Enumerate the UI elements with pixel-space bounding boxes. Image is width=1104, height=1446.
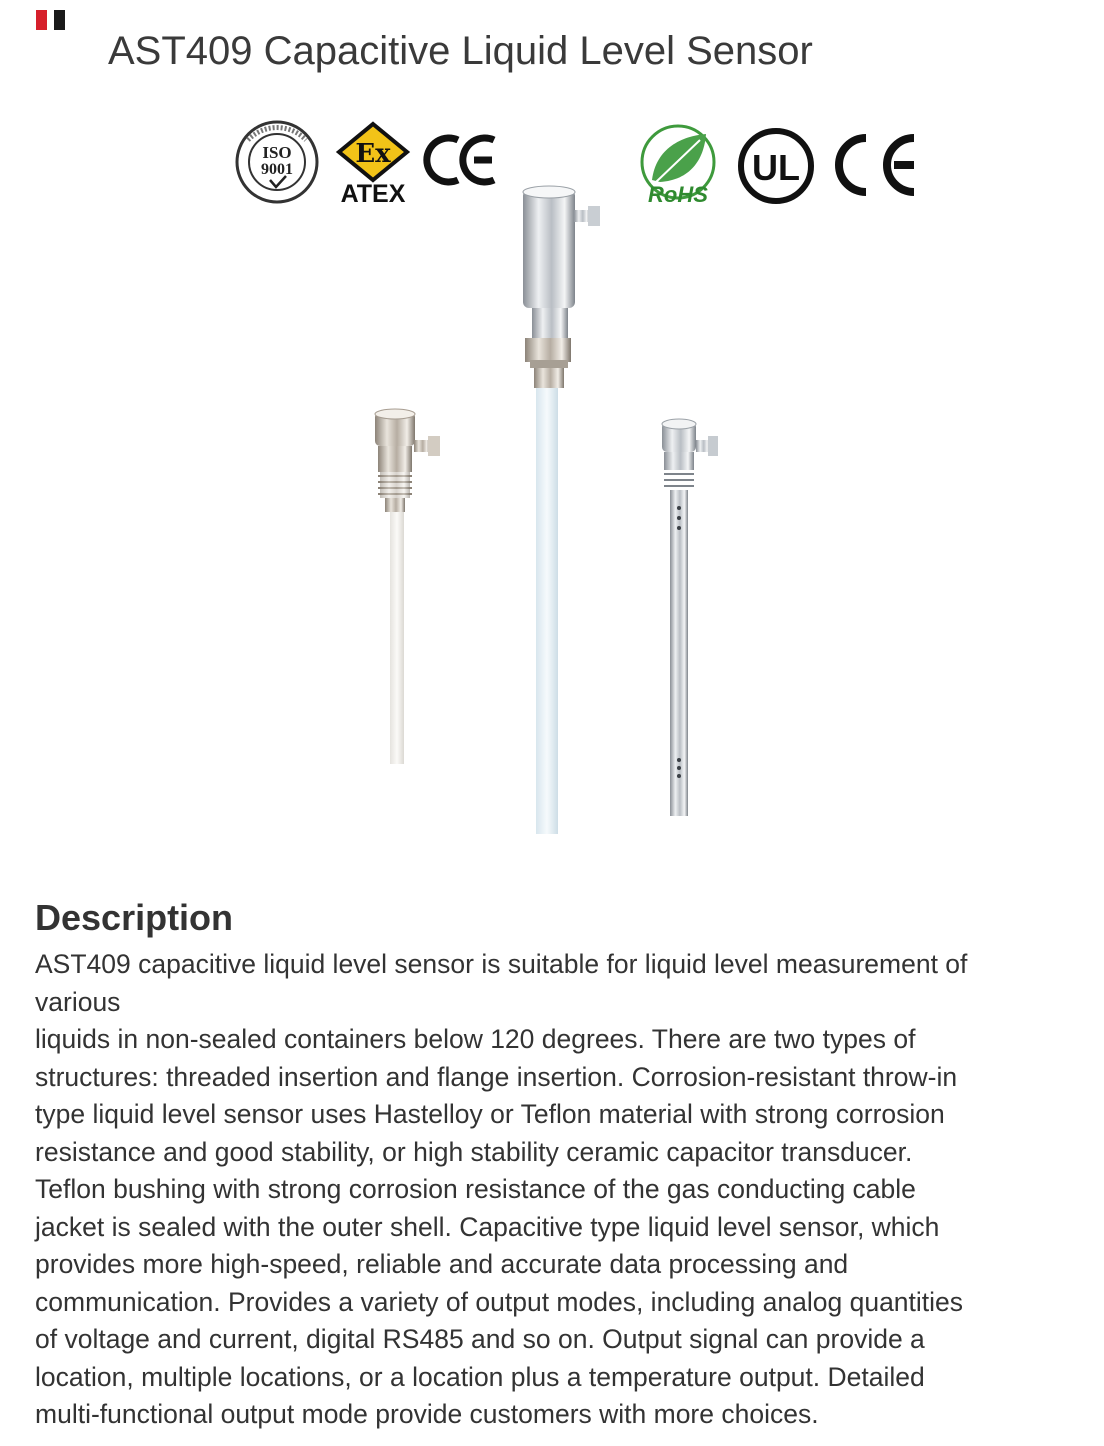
description-line: AST409 capacitive liquid level sensor is suitable for liquid level measurement of <box>35 949 968 979</box>
description-line: Teflon bushing with strong corrosion resistance of the gas conducting cable <box>35 1174 916 1204</box>
svg-text:UL: UL <box>752 147 800 188</box>
description-line: structures: threaded insertion and flange insertion. Corrosion-resistant throw-in <box>35 1061 958 1092</box>
description-line: liquids in non-sealed containers below 120 degrees. There are two types of <box>35 1024 916 1054</box>
sensor-left-probe <box>375 409 440 764</box>
product-image <box>220 110 940 845</box>
description-line: jacket is sealed with the outer shell. Capacitive type liquid level sensor, which <box>35 1211 940 1242</box>
description-line: provides more high-speed, reliable and accurate data processing and <box>35 1249 849 1279</box>
svg-text:ISO: ISO <box>262 143 292 162</box>
ce-mark-icon <box>839 138 914 192</box>
svg-text:Ex: Ex <box>355 139 391 169</box>
sensor-right-probe <box>662 419 718 816</box>
title-bars-icon <box>36 10 66 30</box>
sensor-center-probe <box>523 186 600 834</box>
page-header <box>0 0 1104 73</box>
page-title: AST409 Capacitive Liquid Level Sensor <box>108 28 813 73</box>
svg-text:9001: 9001 <box>261 161 293 178</box>
description-body <box>35 946 1085 1434</box>
description-line: various <box>35 986 121 1017</box>
iso-9001-seal-icon <box>237 122 317 202</box>
rohs-leaf-icon <box>642 126 714 207</box>
description-line: type liquid level sensor uses Hastelloy or Teflon material with strong corrosion <box>35 1099 945 1129</box>
svg-text:ATEX: ATEX <box>340 180 406 208</box>
description-line: multi-functional output mode provide customers with more choices. <box>35 1399 819 1429</box>
ul-listed-icon <box>741 131 811 201</box>
section-heading: Description <box>35 896 234 938</box>
description-line: of voltage and current, digital RS485 and so on. Output signal can provide a <box>35 1324 925 1354</box>
ce-mark-icon <box>427 138 494 182</box>
atex-ex-icon <box>339 124 407 208</box>
svg-text:RoHS: RoHS <box>648 182 708 207</box>
description-line: location, multiple locations, or a location plus a temperature output. Detailed <box>35 1361 925 1392</box>
description-line: communication. Provides a variety of output modes, including analog quantities <box>35 1286 964 1317</box>
description-line: resistance and good stability, or high stability ceramic capacitor transducer. <box>35 1136 913 1167</box>
